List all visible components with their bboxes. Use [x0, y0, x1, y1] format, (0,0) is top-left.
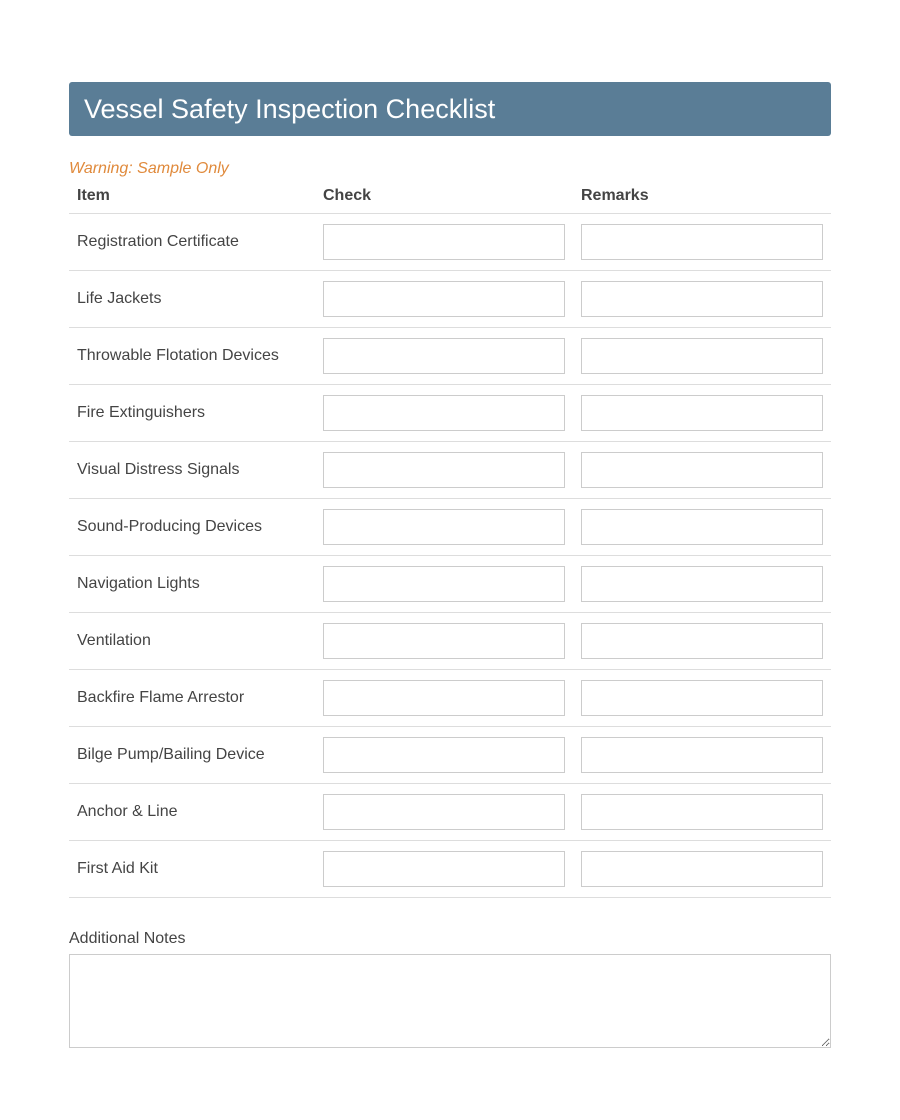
item-label: Fire Extinguishers	[69, 385, 315, 442]
item-label: Sound-Producing Devices	[69, 499, 315, 556]
check-cell	[315, 556, 573, 613]
check-cell	[315, 214, 573, 271]
remarks-input[interactable]	[581, 737, 823, 773]
check-cell	[315, 385, 573, 442]
check-cell	[315, 670, 573, 727]
check-input[interactable]	[323, 509, 565, 545]
remarks-cell	[573, 727, 831, 784]
remarks-input[interactable]	[581, 281, 823, 317]
column-header-check: Check	[315, 179, 573, 214]
item-label: First Aid Kit	[69, 841, 315, 898]
item-label: Ventilation	[69, 613, 315, 670]
remarks-cell	[573, 556, 831, 613]
table-row	[69, 670, 831, 727]
remarks-cell	[573, 499, 831, 556]
item-label: Anchor & Line	[69, 784, 315, 841]
check-input[interactable]	[323, 680, 565, 716]
column-header-remarks: Remarks	[573, 179, 831, 214]
remarks-input[interactable]	[581, 623, 823, 659]
remarks-cell	[573, 328, 831, 385]
checklist-form	[69, 82, 831, 1048]
remarks-input[interactable]	[581, 224, 823, 260]
check-cell	[315, 499, 573, 556]
table-row	[69, 442, 831, 499]
check-input[interactable]	[323, 623, 565, 659]
remarks-input[interactable]	[581, 509, 823, 545]
warning-text: Warning: Sample Only	[69, 160, 229, 177]
table-row	[69, 271, 831, 328]
remarks-input[interactable]	[581, 851, 823, 887]
check-input[interactable]	[323, 452, 565, 488]
page-title: Vessel Safety Inspection Checklist	[84, 93, 496, 124]
remarks-cell	[573, 442, 831, 499]
remarks-cell	[573, 784, 831, 841]
check-input[interactable]	[323, 737, 565, 773]
checklist-table	[69, 179, 831, 898]
remarks-input[interactable]	[581, 566, 823, 602]
check-cell	[315, 442, 573, 499]
check-input[interactable]	[323, 395, 565, 431]
check-input[interactable]	[323, 281, 565, 317]
check-cell	[315, 841, 573, 898]
check-input[interactable]	[323, 851, 565, 887]
check-cell	[315, 613, 573, 670]
additional-notes-textarea[interactable]	[69, 954, 831, 1048]
table-row	[69, 214, 831, 271]
check-cell	[315, 271, 573, 328]
table-row	[69, 556, 831, 613]
remarks-input[interactable]	[581, 680, 823, 716]
check-cell	[315, 328, 573, 385]
check-input[interactable]	[323, 338, 565, 374]
table-row	[69, 385, 831, 442]
remarks-cell	[573, 613, 831, 670]
additional-notes-label: Additional Notes	[69, 930, 186, 947]
remarks-cell	[573, 385, 831, 442]
item-label: Backfire Flame Arrestor	[69, 670, 315, 727]
check-input[interactable]	[323, 566, 565, 602]
table-row	[69, 328, 831, 385]
table-row	[69, 727, 831, 784]
check-input[interactable]	[323, 794, 565, 830]
item-label: Visual Distress Signals	[69, 442, 315, 499]
remarks-input[interactable]	[581, 395, 823, 431]
remarks-input[interactable]	[581, 452, 823, 488]
table-header-row	[69, 179, 831, 214]
check-input[interactable]	[323, 224, 565, 260]
item-label: Life Jackets	[69, 271, 315, 328]
remarks-cell	[573, 841, 831, 898]
table-row	[69, 841, 831, 898]
remarks-input[interactable]	[581, 794, 823, 830]
table-row	[69, 499, 831, 556]
remarks-input[interactable]	[581, 338, 823, 374]
page-header	[69, 82, 831, 136]
table-row	[69, 784, 831, 841]
column-header-item: Item	[69, 179, 315, 214]
item-label: Bilge Pump/Bailing Device	[69, 727, 315, 784]
item-label: Navigation Lights	[69, 556, 315, 613]
remarks-cell	[573, 670, 831, 727]
item-label: Throwable Flotation Devices	[69, 328, 315, 385]
item-label: Registration Certificate	[69, 214, 315, 271]
remarks-cell	[573, 214, 831, 271]
check-cell	[315, 784, 573, 841]
check-cell	[315, 727, 573, 784]
remarks-cell	[573, 271, 831, 328]
table-row	[69, 613, 831, 670]
